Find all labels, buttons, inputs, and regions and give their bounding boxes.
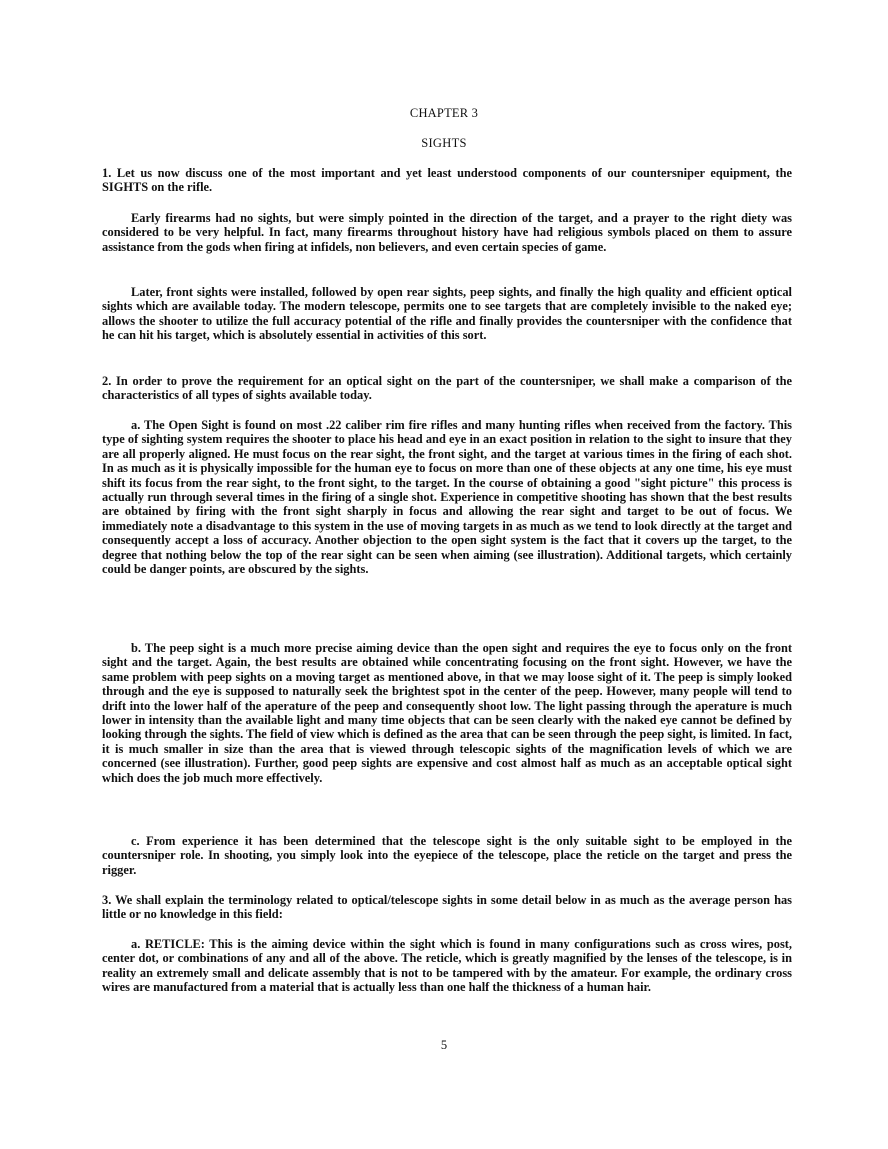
paragraph-3: 3. We shall explain the terminology related to optical/telescope sights in some detail below in as much as the average person has little or no knowledge in this field: [102,893,792,922]
page-number: 5 [440,1038,448,1052]
paragraph-2: 2. In order to prove the requirement for an optical sight on the part of the countersniper, we shall make a comparison of the characteristics of all types of sights available today. [102,374,792,403]
paragraph-early-firearms: Early firearms had no sights, but were simply pointed in the direction of the target, and a prayer to the right diety was considered to be very helpful. In fact, many firearms throughout history have had religious symbols placed on them to assure assistance from the gods when firing at infidels, non believers, and even certain species of game. [102,211,792,254]
paragraph-1: 1. Let us now discuss one of the most important and yet least understood components of our countersniper equipment, the SIGHTS on the rifle. [102,166,792,195]
paragraph-reticle: a. RETICLE: This is the aiming device within the sight which is found in many configurations such as cross wires, post, center dot, or combinations of any and all of the above. The reticle, which is greatly magnified by the lenses of the telescope, is in reality an extremely small and delicate assembly that is not to be tampered with by the amateur. For example, the ordinary cross wires are manufactured from a material that is actually less than one half the thickness of a human hair. [102,937,792,995]
section-heading: SIGHTS [421,136,467,150]
paragraph-later-sights: Later, front sights were installed, followed by open rear sights, peep sights, and finally the high quality and efficient optical sights which are available today. The modern telescope, permits one to see targets that are completely invisible to the naked eye; allows the shooter to utilize the full accuracy potential of the rifle and finally provides the countersniper with the confidence that he can hit his target, which is absolutely essential in activities of this sort. [102,285,792,343]
paragraph-peep-sight: b. The peep sight is a much more precise aiming device than the open sight and requires the eye to focus only on the front sight and the target. Again, the best results are obtained while concentrating focusing on the front sight. However, we have the same problem with peep sights on a moving target as mentioned above, in that we may loose sight of it. The peep is simply looked through and the eye is supposed to naturally seek the brightest spot in the center of the peep. However, many people will tend to drift into the lower half of the aperature of the peep and consequently shoot low. The light passing through the aperature is much lower in intensity than the available light and many time objects that can be seen clearly with the naked eye cannot be defined by looking through the sights. The field of view which is defined as the area that can be seen through the peep sight, is limited. In fact, it is much smaller in size than the area that is viewed through telescopic sights of the magnification levels of which we are concerned (see illustration). Further, good peep sights are expensive and cost almost half as much as an acceptable optical sight which does the job much more effectively. [102,641,792,785]
chapter-heading: CHAPTER 3 [409,106,479,120]
paragraph-telescope-sight: c. From experience it has been determined that the telescope sight is the only suitable sight to be employed in the countersniper role. In shooting, you simply look into the eyepiece of the telescope, place the reticle on the target and press the rigger. [102,834,792,877]
paragraph-open-sight: a. The Open Sight is found on most .22 caliber rim fire rifles and many hunting rifles when received from the factory. This type of sighting system requires the shooter to place his head and eye in an exact position in relation to the sight to insure that they are all properly aligned. He must focus on the rear sight, the front sight, and the target at various times in the firing of each shot. In as much as it is physically impossible for the human eye to focus on more than one of these objects at any one time, his eye must shift its focus from the rear sight, to the front sight, to the target. In the course of obtaining a good "sight picture" this process is actually run through several times in the firing of a single shot. Experience in competitive shooting has shown that the best results are obtained by firing with the front sight sharply in focus and allowing the rear sight and target to be out of focus. We immediately note a disadvantage to this system in the use of moving targets in as much as we tend to look directly at the target and consequently accept a loss of accuracy. Another objection to the open sight system is the fact that it covers up the target, to the degree that nothing below the top of the rear sight can be seen when aiming (see illustration). Additional targets, which certainly could be danger points, are obscured by the sights. [102,418,792,577]
